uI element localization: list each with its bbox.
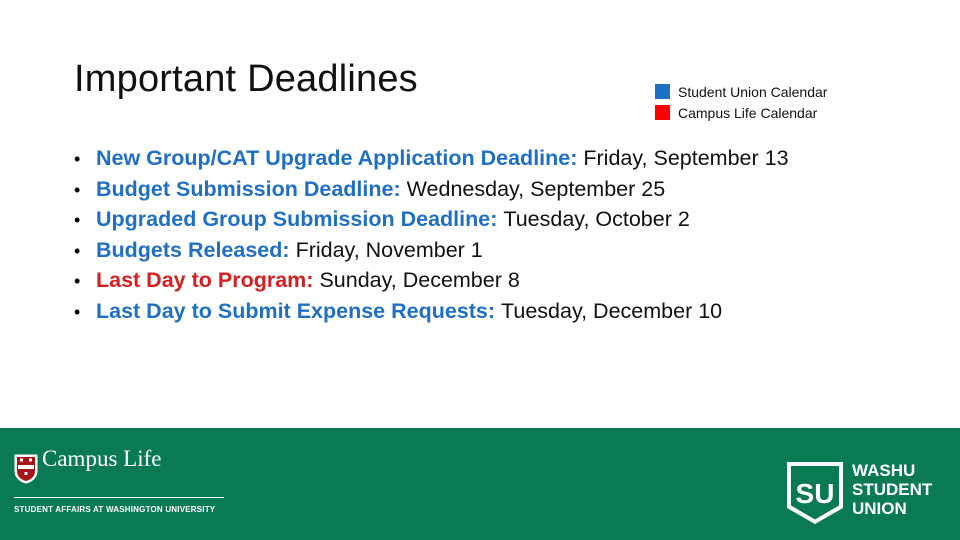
bullet-icon: •: [74, 301, 81, 322]
deadline-item: [74, 146, 789, 177]
washu-shield-icon: [14, 454, 38, 489]
bullet-icon: •: [74, 149, 81, 169]
deadline-label: Budgets Released:: [96, 237, 290, 262]
footer-banner: [0, 428, 960, 540]
su-shield-icon: [785, 460, 845, 531]
legend-label: Campus Life Calendar: [678, 104, 818, 121]
student-union-name: [852, 461, 932, 518]
deadline-date: Wednesday, September 25: [406, 176, 666, 201]
bullet-icon: •: [74, 179, 81, 200]
campus-life-subtitle: STUDENT AFFAIRS AT WASHINGTON UNIVERSITY: [14, 505, 216, 514]
bullet-icon: •: [74, 210, 81, 230]
divider: [14, 497, 224, 498]
deadline-list: [74, 146, 789, 329]
deadline-label: Last Day to Program:: [96, 268, 314, 292]
deadline-item: [74, 238, 789, 269]
campus-life-name: Campus Life: [42, 446, 162, 471]
bullet-icon: •: [74, 271, 81, 291]
su-mark-text: SU: [795, 478, 835, 509]
deadline-date: Friday, September 13: [583, 146, 789, 170]
deadline-label: Last Day to Submit Expense Requests:: [96, 298, 496, 323]
deadline-date: Sunday, December 8: [319, 268, 520, 292]
deadline-label: Upgraded Group Submission Deadline:: [96, 207, 498, 231]
deadline-label: New Group/CAT Upgrade Application Deadline:: [96, 146, 578, 170]
deadline-item: [74, 299, 789, 330]
deadline-item: [74, 268, 789, 299]
legend-item-student-union: [655, 81, 827, 102]
deadline-date: Tuesday, October 2: [503, 207, 690, 231]
legend-swatch-red: [655, 105, 670, 120]
deadline-item: [74, 207, 789, 238]
deadline-label: Budget Submission Deadline:: [96, 176, 401, 201]
page-title: Important Deadlines: [74, 58, 418, 100]
su-line: WASHU: [852, 461, 916, 480]
bullet-icon: •: [74, 240, 81, 261]
su-line: STUDENT: [852, 480, 933, 499]
deadline-item: [74, 177, 789, 208]
legend-item-campus-life: [655, 102, 827, 123]
legend-label: Student Union Calendar: [678, 83, 828, 100]
su-line: UNION: [852, 499, 907, 518]
deadline-date: Tuesday, December 10: [501, 298, 723, 323]
deadline-date: Friday, November 1: [295, 237, 483, 262]
legend-swatch-blue: [655, 84, 670, 99]
calendar-legend: [655, 81, 827, 123]
